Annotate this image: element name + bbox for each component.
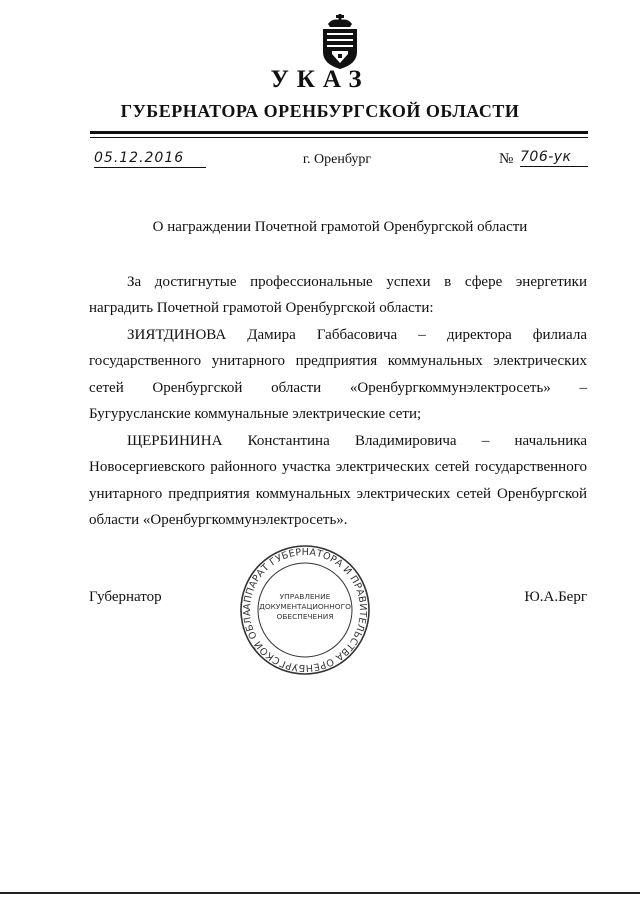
document-type-title: УКАЗ (270, 66, 370, 93)
seal-center-line: ДОКУМЕНТАЦИОННОГО (259, 602, 351, 611)
document-date: 05.12.2016 (94, 150, 206, 168)
official-stamp-icon (238, 543, 372, 677)
body-paragraph: ЗИЯТДИНОВА Дамира Габбасовича – директора филиала государственного унитарного предприятия коммунальных электрических сетей Оренбургской области «Оренбургкоммунэлектросеть» – Бугурусланские коммунальные электрические сети; (89, 327, 587, 422)
seal-ring-text: АППАРАТ ГУБЕРНАТОРА И ПРАВИТЕЛЬСТВА ОРЕНБУРГСКОЙ ОБЛА (241, 546, 369, 674)
seal-center-line: УПРАВЛЕНИЕ (279, 592, 331, 601)
signatory-title: Губернатор (89, 589, 162, 605)
body-paragraph: За достигнутые профессиональные успехи в сфере энергетики наградить Почетной грамотой Оренбургской области: (89, 274, 587, 317)
header-rule-thin (90, 137, 588, 138)
page-bottom-rule (0, 892, 640, 894)
seal-center-line: ОБЕСПЕЧЕНИЯ (276, 612, 334, 621)
document-heading: О награждении Почетной грамотой Оренбургской области (152, 219, 528, 235)
body-paragraph: ЩЕРБИНИНА Константина Владимировича – начальника Новосергиевского районного участка электрических сетей государственного унитарного предприятия коммунальных электрических сетей Оренбургской области «Оренбургкоммунэлектросеть». (89, 433, 587, 528)
coat-of-arms-icon (318, 14, 362, 70)
header-rule-thick (90, 131, 588, 134)
number-label: № (499, 151, 514, 167)
document-city: г. Оренбург (302, 152, 372, 167)
document-number: 706-ук (520, 149, 588, 167)
signatory-name: Ю.А.Берг (524, 589, 587, 605)
issuer-subtitle: ГУБЕРНАТОРА ОРЕНБУРГСКОЙ ОБЛАСТИ (120, 101, 520, 121)
